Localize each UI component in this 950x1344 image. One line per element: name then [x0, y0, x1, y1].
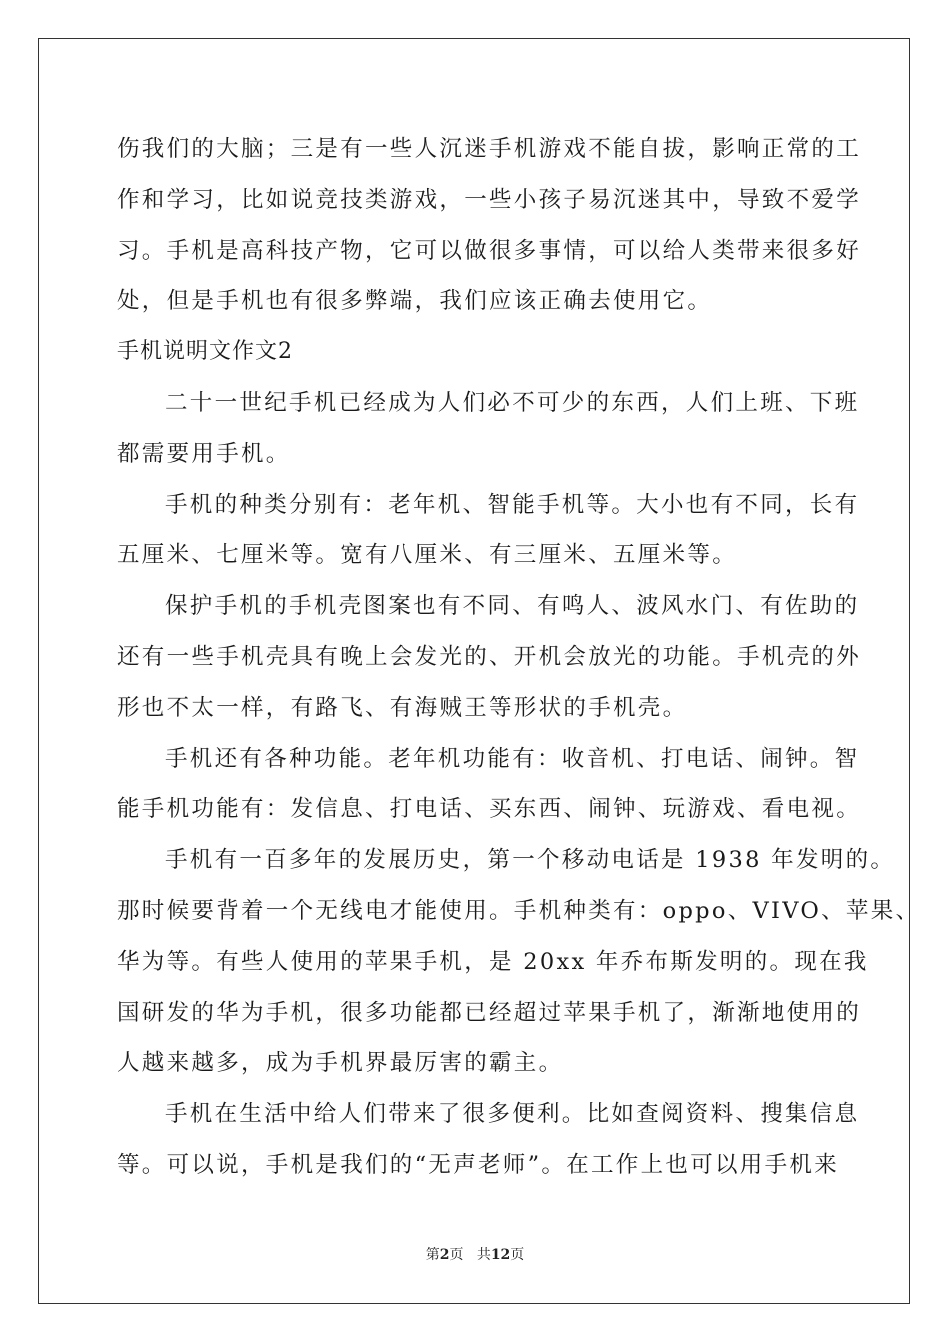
footer-total-suffix: 页	[510, 1247, 525, 1263]
text-line: 等。可以说，手机是我们的“无声老师”。在工作上也可以用手机来	[117, 1151, 840, 1178]
text-line: 还有一些手机壳具有晚上会发光的、开机会放光的功能。手机壳的外	[117, 643, 862, 670]
current-page-number: 2	[439, 1247, 450, 1263]
text-line: 伤我们的大脑；三是有一些人沉迷手机游戏不能自拔，影响正常的工	[117, 136, 862, 162]
text-line: 华为等。有些人使用的苹果手机，是 20xx 年乔布斯发明的。现在我	[117, 948, 869, 975]
text-line: 那时候要背着一个无线电才能使用。手机种类有：oppo、VIVO、苹果、	[117, 897, 921, 924]
text-line: 形也不太一样，有路飞、有海贼王等形状的手机壳。	[117, 694, 688, 721]
footer-page-suffix: 页	[449, 1247, 464, 1263]
text-line: 五厘米、七厘米等。宽有八厘米、有三厘米、五厘米等。	[117, 542, 738, 569]
footer-prefix: 第	[425, 1247, 440, 1263]
text-line: 手机还有各种功能。老年机功能有：收音机、打电话、闹钟。智	[165, 745, 860, 772]
document-body	[117, 124, 921, 1191]
text-line: 手机有一百多年的发展历史，第一个移动电话是 1938 年发明的。	[165, 847, 896, 874]
text-line: 能手机功能有：发信息、打电话、买东西、闹钟、玩游戏、看电视。	[117, 796, 862, 823]
text-line: 作和学习，比如说竞技类游戏，一些小孩子易沉迷其中，导致不爱学	[117, 186, 862, 213]
text-line: 人越来越多，成为手机界最厉害的霸主。	[117, 1050, 564, 1077]
text-line: 二十一世纪手机已经成为人们必不可少的东西，人们上班、下班	[165, 389, 860, 416]
page-footer	[0, 1244, 950, 1264]
total-pages-number: 12	[490, 1247, 511, 1263]
text-line: 手机在生活中给人们带来了很多便利。比如查阅资料、搜集信息	[165, 1101, 860, 1128]
footer-total-prefix: 共	[476, 1247, 491, 1263]
text-line: 保护手机的手机壳图案也有不同、有鸣人、波风水门、有佐助的	[165, 593, 860, 620]
text-line: 处，但是手机也有很多弊端，我们应该正确去使用它。	[117, 288, 713, 315]
text-line: 习。手机是高科技产物，它可以做很多事情，可以给人类带来很多好	[117, 237, 862, 264]
section-heading: 手机说明文作文2	[117, 339, 293, 365]
text-line: 国研发的华为手机，很多功能都已经超过苹果手机了，渐渐地使用的	[117, 999, 862, 1026]
text-line: 手机的种类分别有：老年机、智能手机等。大小也有不同，长有	[165, 491, 860, 518]
text-line: 都需要用手机。	[117, 440, 291, 467]
